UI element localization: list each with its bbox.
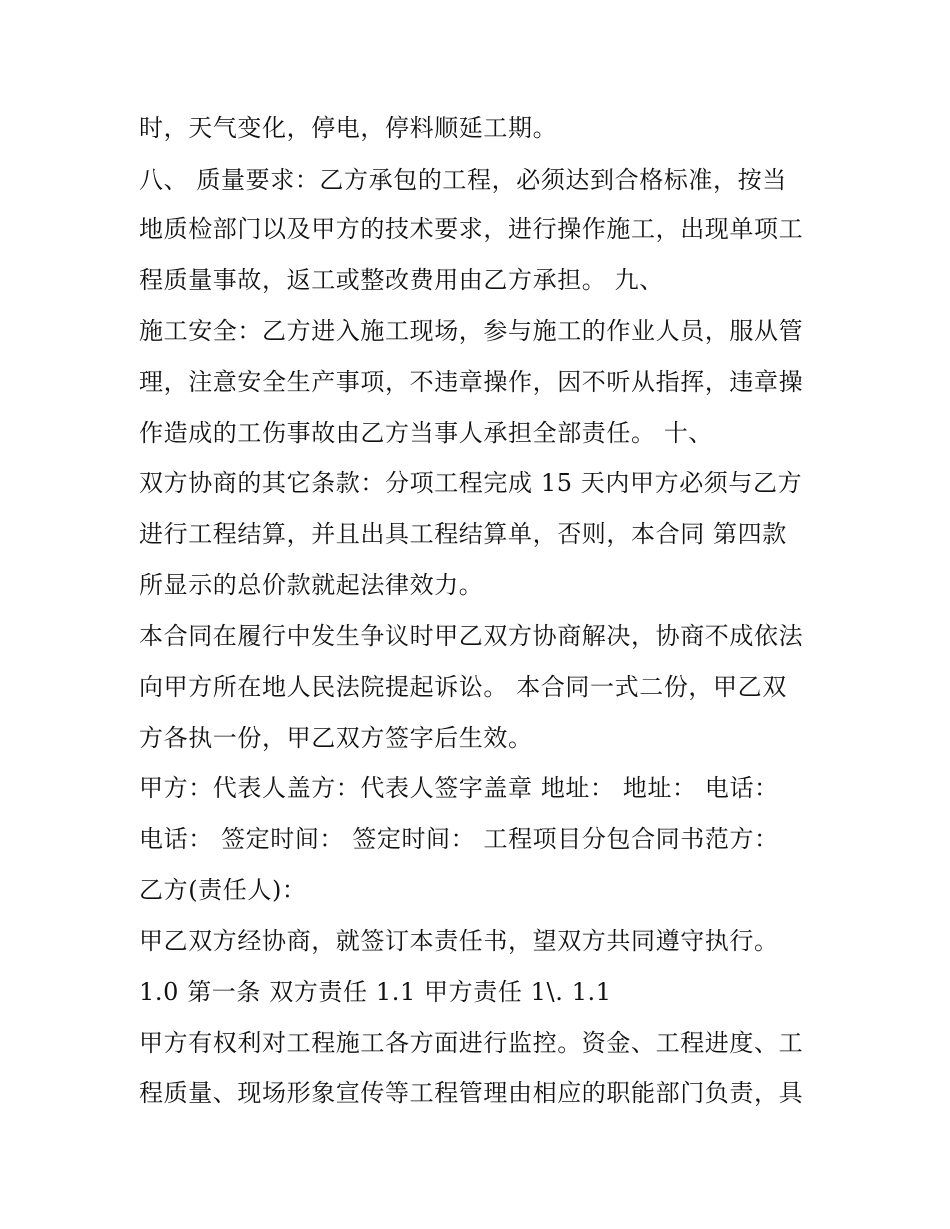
text-line: 程质量事故，返工或整改费用由乙方承担。 九、 (139, 266, 664, 294)
text-line: 时，天气变化，停电，停料顺延工期。 (139, 114, 558, 142)
text-line: 方各执一份，甲乙双方签字后生效。 (139, 724, 533, 752)
text-line: 甲乙双方经协商，就签订本责任书，望双方共同遵守执行。 (139, 927, 779, 955)
text-line: 理，注意安全生产事项，不违章操作，因不听从指挥，违章操 (139, 368, 804, 396)
text-line: 甲方：代表人盖方：代表人签字盖章 地址： 地址： 电话： (139, 774, 779, 802)
text-line: 施工安全：乙方进入施工现场，参与施工的作业人员，服从管 (139, 317, 804, 345)
text-line: 作造成的工伤事故由乙方当事人承担全部责任。 十、 (139, 419, 714, 447)
text-line: 地质检部门以及甲方的技术要求，进行操作施工，出现单项工 (139, 215, 804, 243)
text-line: 1.0 第一条 双方责任 1.1 甲方责任 1\. 1.1 (139, 978, 612, 1006)
text-line: 八、 质量要求：乙方承包的工程，必须达到合格标准，按当 (139, 166, 787, 194)
text-line: 所显示的总价款就起法律效力。 (139, 571, 484, 599)
text-line: 进行工程结算，并且出具工程结算单，否则，本合同 第四款 (139, 520, 787, 548)
text-line: 乙方(责任人)： (139, 876, 307, 904)
text-line: 电话： 签定时间： 签定时间： 工程项目分包合同书范方： (139, 825, 779, 853)
text-line: 双方协商的其它条款：分项工程完成 15 天内甲方必须与乙方 (139, 469, 803, 497)
text-line: 程质量、现场形象宣传等工程管理由相应的职能部门负责，具 (139, 1079, 804, 1107)
text-line: 向甲方所在地人民法院提起诉讼。 本合同一式二份，甲乙双 (139, 673, 787, 701)
text-line: 本合同在履行中发生争议时甲乙双方协商解决，协商不成依法 (139, 622, 804, 650)
text-line: 甲方有权利对工程施工各方面进行监控。资金、工程进度、工 (139, 1029, 804, 1057)
